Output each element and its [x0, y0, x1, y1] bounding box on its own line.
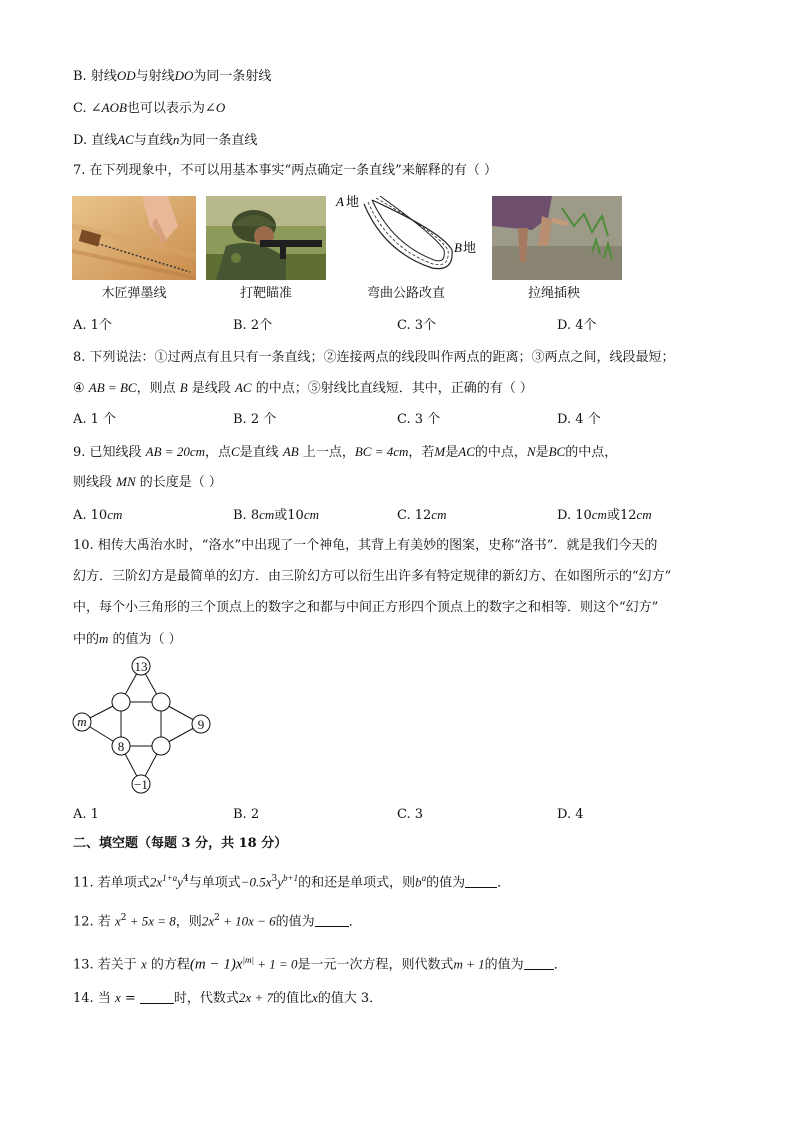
- q13-a: 13. 若关于: [73, 957, 141, 973]
- carpenter-ink-line-image: [72, 196, 196, 280]
- road-label-b-suffix: 地: [463, 240, 477, 255]
- q13-x: x: [140, 956, 147, 972]
- q9-s1: 9. 已知线段: [73, 445, 146, 460]
- q11-b-exp: a: [421, 873, 427, 883]
- q6-option-d-text2: 与直线: [133, 133, 173, 148]
- q10-stem-line1: 10. 相传大禹治水时，“洛水”中出现了一个神龟，其背上有美妙的图案，史称“洛书”．就是我们今天的: [73, 538, 658, 553]
- q14-d: 时，代数式: [173, 991, 239, 1006]
- node-left-label: m: [77, 714, 87, 729]
- q10-option-a: A. 1: [73, 807, 99, 822]
- q6-option-d-text: D. 直线: [73, 133, 118, 148]
- q12-eq: + 5x = 8: [126, 913, 176, 929]
- q9-a-num: A. 10: [73, 508, 108, 523]
- q11-term2-exp: 3: [271, 874, 278, 884]
- node-inner-tr: [152, 693, 170, 711]
- node-inner-br: [152, 737, 170, 755]
- q14-x: x: [114, 990, 121, 1005]
- q12-expr: 2x: [201, 913, 215, 929]
- q9-c-unit: cm: [431, 507, 447, 522]
- node-inner-bl-label: 8: [117, 739, 125, 754]
- q14-eq: =: [120, 991, 140, 1006]
- q14-f: 的值比: [272, 991, 312, 1006]
- q13-f: 是一元一次方程，则代数式: [297, 957, 454, 973]
- rice-planting-image: [492, 196, 622, 280]
- q11-term1-exp: 1+a: [162, 873, 178, 883]
- q9-c-num: C. 12: [397, 508, 432, 523]
- q10-stem-line4: [73, 629, 182, 650]
- q8-stem-line2: [73, 378, 533, 399]
- q13-eq-right: + 1 = 0: [253, 956, 298, 972]
- caption-aiming: 打靶瞄准: [239, 286, 292, 301]
- node-bottom-label: −1: [134, 777, 148, 792]
- q13-answer-blank[interactable]: [524, 955, 554, 970]
- q11-answer-blank[interactable]: [465, 873, 497, 888]
- q6-option-c-text2: 也可以表示为∠: [126, 101, 216, 116]
- q9-option-a: [73, 505, 122, 526]
- q8-math-b: B: [179, 380, 188, 395]
- node-right-label: 9: [197, 717, 205, 732]
- q6-math-n: n: [172, 132, 180, 147]
- q9-s13: 的中点，: [474, 445, 527, 460]
- q9-stem-line2: [73, 472, 222, 493]
- q6-option-b-text3: 为同一条射线: [193, 69, 272, 84]
- q9-math-mn: MN: [116, 474, 136, 489]
- q9-a-unit: cm: [107, 507, 123, 522]
- q11-a: 11. 若单项式: [73, 875, 150, 891]
- q11-i: 的值为: [426, 875, 466, 891]
- q9-l2a: 则线段: [73, 475, 117, 490]
- q6-option-b-text: B. 射线: [73, 69, 117, 84]
- q12-d: ，则: [175, 914, 202, 930]
- q8-option-b: B. 2 个: [233, 412, 277, 427]
- q9-s15: 是: [535, 445, 549, 460]
- q7-stem: 7. 在下列现象中，不可以用基本事实“两点确定一条直线”来解释的有（ ）: [73, 163, 497, 178]
- magic-square-diagram: [66, 654, 226, 798]
- q12-g: 的值为: [275, 914, 315, 930]
- q8-option-a: A. 1 个: [73, 412, 117, 427]
- q6-math-o: O: [215, 100, 226, 115]
- q9-d-unit2: cm: [636, 507, 652, 522]
- q8-math-ac: AC: [234, 380, 252, 395]
- q8-s2g: 的中点；⑤射线比直线短．其中，正确的有（ ）: [251, 381, 533, 396]
- q12-expr-rest: + 10x − 6: [219, 913, 276, 929]
- q6-math-do: DO: [174, 68, 194, 83]
- q13-eq-exp: |m|: [242, 955, 254, 965]
- q13-j: ．: [553, 957, 567, 973]
- q13-i: 的值为: [484, 957, 524, 973]
- q9-math-n: N: [526, 444, 536, 459]
- q9-b-unit: cm: [259, 507, 275, 522]
- q12-a: 12. 若: [73, 914, 115, 930]
- q10-stem-line2: 幻方．三阶幻方是最简单的幻方．由三阶幻方可以衍生出许多有特定规律的新幻方、在如图所示的“幻方”: [73, 569, 672, 584]
- q7-option-a: A. 1个: [73, 318, 112, 333]
- q11-term1-yexp: 4: [182, 874, 189, 884]
- q10-l4a: 中的: [73, 632, 100, 647]
- q11-j: ．: [497, 875, 511, 891]
- q6-option-d-text3: 为同一条直线: [179, 133, 258, 148]
- road-label-a: A: [336, 194, 344, 209]
- q9-s9: ，若: [408, 445, 435, 460]
- q11-term2: −0.5x: [240, 874, 272, 890]
- q11-g: 的和还是单项式，则: [298, 875, 416, 891]
- q12-answer-blank[interactable]: [315, 912, 349, 927]
- q14-expr: 2x + 7: [238, 990, 273, 1005]
- q9-option-c: [397, 505, 446, 526]
- q6-option-c-text: C. ∠: [73, 101, 102, 116]
- q9-math-ab: AB: [282, 444, 299, 459]
- q11-term1: 2x: [149, 874, 163, 890]
- q8-s2a: ④: [73, 381, 89, 396]
- caption-rice: 拉绳插秧: [527, 286, 580, 301]
- q12-x: x: [114, 913, 121, 929]
- q9-s7: 上一点，: [298, 445, 355, 460]
- q13-eq-left: (m − 1)x: [189, 956, 243, 973]
- q13-m: m: [453, 956, 463, 972]
- q9-math-bc4: BC = 4cm: [354, 444, 409, 459]
- caption-road: 弯曲公路改直: [366, 286, 445, 301]
- q9-math-ac: AC: [458, 444, 475, 459]
- q6-option-b-text2: 与射线: [135, 69, 175, 84]
- q11-term2-yexp: b+1: [283, 873, 299, 883]
- q7-option-d: D. 4个: [557, 318, 597, 333]
- q8-s2c: ，则点: [136, 381, 180, 396]
- q10-math-m: m: [99, 631, 109, 646]
- q11-b: b: [415, 874, 422, 890]
- q14-a: 14. 当: [73, 991, 115, 1006]
- q9-b-num: B. 8: [233, 508, 260, 523]
- q6-option-c: [73, 98, 225, 119]
- q10-option-d: D. 4: [557, 807, 584, 822]
- q14-answer-blank[interactable]: [140, 989, 174, 1004]
- q9-d-num: D. 10: [557, 508, 592, 523]
- q9-d-or: 或12: [606, 508, 637, 523]
- q9-math-c: C: [231, 444, 240, 459]
- q6-math-ac: AC: [117, 132, 134, 147]
- q11-d: 与单项式: [188, 875, 241, 891]
- q10-stem-line3: 中，每个小三角形的三个顶点上的数字之和都与中间正方形四个顶点上的数字之和相等．则这个“幻方”: [73, 600, 659, 615]
- q8-s2e: 是线段: [187, 381, 235, 396]
- q11-term2-y: y: [277, 874, 284, 890]
- q9-b-or: 或10: [274, 508, 304, 523]
- q9-math-ab20: AB = 20cm: [145, 444, 205, 459]
- q6-option-d: [73, 130, 257, 151]
- q11-term1-y: y: [177, 874, 183, 890]
- node-inner-tl: [112, 693, 130, 711]
- q14-h: 的值大 3．: [317, 991, 383, 1006]
- q14-x2: x: [311, 990, 318, 1005]
- q11-stem: [73, 868, 510, 893]
- node-top-label: 13: [134, 659, 148, 674]
- q14-stem: [73, 988, 382, 1009]
- q6-math-od: OD: [116, 68, 136, 83]
- q12-h: ．: [348, 914, 362, 930]
- q9-b-unit2: cm: [303, 507, 319, 522]
- q9-option-b: [233, 505, 319, 526]
- q9-l2c: 的长度是（ ）: [135, 475, 222, 490]
- q9-s5: 是直线: [239, 445, 283, 460]
- road-label-a-suffix: 地: [346, 194, 360, 209]
- caption-carpenter: 木匠弹墨线: [101, 286, 167, 301]
- q9-s17: 的中点，: [565, 445, 618, 460]
- q6-math-aob: AOB: [101, 100, 127, 115]
- curved-road-diagram: [332, 192, 492, 284]
- q6-option-b: [73, 66, 271, 87]
- q13-stem: [73, 950, 567, 975]
- q10-option-b: B. 2: [233, 807, 260, 822]
- q9-stem-line1: [73, 442, 617, 463]
- q7-option-c: C. 3个: [397, 318, 437, 333]
- section-fill-in-heading: 二、填空题（每题 3 分，共 18 分）: [73, 836, 288, 851]
- q12-expr-exp: 2: [214, 913, 220, 923]
- q9-d-unit: cm: [591, 507, 607, 522]
- q12-stem: [73, 908, 362, 932]
- q9-math-bc: BC: [548, 444, 566, 459]
- q8-stem-line1: 8. 下列说法：①过两点有且只有一条直线；②连接两点的线段叫作两点的距离；③两点之间，线段最短；: [73, 350, 675, 365]
- q8-option-c: C. 3 个: [397, 412, 441, 427]
- q9-option-d: [557, 505, 652, 526]
- q13-c: 的方程: [146, 957, 190, 973]
- road-label-b: B: [454, 240, 462, 255]
- q8-math-ab-bc: AB = BC: [88, 380, 137, 395]
- q9-math-m: M: [434, 444, 446, 459]
- q9-s3: ，点: [204, 445, 231, 460]
- target-aiming-image: [206, 196, 326, 280]
- q10-option-c: C. 3: [397, 807, 424, 822]
- q9-s11: 是: [445, 445, 459, 460]
- q10-l4c: 的值为（ ）: [108, 632, 182, 647]
- q8-option-d: D. 4 个: [557, 412, 601, 427]
- q13-plus1: + 1: [462, 956, 485, 972]
- q7-option-b: B. 2个: [233, 318, 273, 333]
- q12-x-exp: 2: [120, 913, 127, 923]
